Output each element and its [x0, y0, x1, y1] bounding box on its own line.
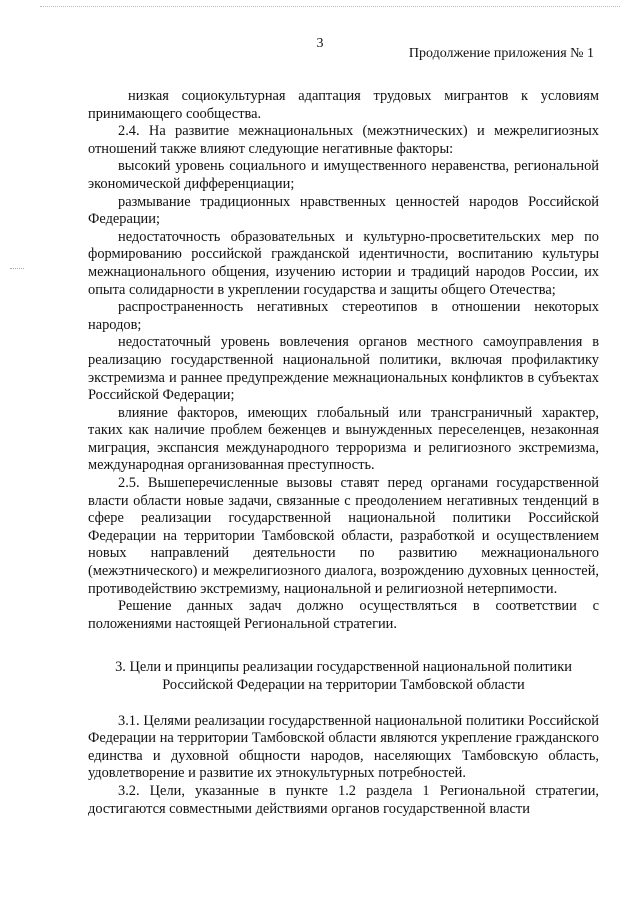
- scan-artifact-mark: [10, 268, 24, 269]
- appendix-continuation-label: Продолжение приложения № 1: [408, 46, 594, 61]
- paragraph: размывание традиционных нравственных ценностей народов Российской Федерации;: [88, 193, 599, 228]
- paragraph: влияние факторов, имеющих глобальный или трансграничный характер, таких как наличие проблем беженцев и вынужденных переселенцев, незаконная миграция, экспансия международного терроризма и религиозного экстремизма, международная организованная преступность.: [88, 404, 599, 474]
- paragraph: 2.4. На развитие межнациональных (межэтнических) и межрелигиозных отношений также влияют следующие негативные факторы:: [88, 123, 599, 157]
- paragraph: 3.2. Цели, указанные в пункте 1.2 раздела 1 Региональной стратегии, достигаются совместными действиями органов государственной власти: [88, 782, 599, 817]
- section-heading-line: 3. Цели и принципы реализации государственной национальной политики: [115, 659, 572, 676]
- section-heading: [88, 659, 599, 694]
- scan-artifact-line: [40, 6, 620, 9]
- section-heading-line: Российской Федерации на территории Тамбовской области: [162, 677, 525, 693]
- paragraph: недостаточность образовательных и культурно-просветительских мер по формированию российской гражданской идентичности, воспитанию культуры межнационального общения, изучению истории и традиций народов России, их опыта солидарности в укреплении государства и защиты общего Отечества;: [88, 228, 599, 298]
- paragraph: Решение данных задач должно осуществляться в соответствии с положениями настоящей Региональной стратегии.: [88, 598, 599, 632]
- paragraph: недостаточный уровень вовлечения органов местного самоуправления в реализацию государственной национальной политики, включая профилактику экстремизма и раннее предупреждение межнациональных конфликтов в субъектах Российской Федерации;: [88, 334, 599, 404]
- paragraph: 2.5. Вышеперечисленные вызовы ставят перед органами государственной власти области новые задачи, связанные с преодолением негативных тенденций в сфере реализации государственной национальной политики Российской Федерации на территории Тамбовской области, разработкой и осуществлением новых направлений деятельности по развитию межнационального (межэтнического) и межрелигиозного диалога, возрождению духовных ценностей, противодействию экстремизму, национальной и религиозной нетерпимости.: [88, 475, 599, 597]
- paragraph: распространенность негативных стереотипов в отношении некоторых народов;: [88, 299, 599, 333]
- paragraph: высокий уровень социального и имущественного неравенства, региональной экономической дифференциации;: [88, 158, 599, 192]
- paragraph: низкая социокультурная адаптация трудовых мигрантов к условиям принимающего сообщества.: [88, 88, 599, 122]
- page-number: 3: [316, 36, 324, 51]
- paragraph: 3.1. Целями реализации государственной национальной политики Российской Федерации на территории Тамбовской области являются укрепление гражданского единства и духовной общности народов, населяющих Тамбовскую область, удовлетворение и развитие их этнокультурных потребностей.: [88, 712, 599, 782]
- document-body: [88, 88, 599, 818]
